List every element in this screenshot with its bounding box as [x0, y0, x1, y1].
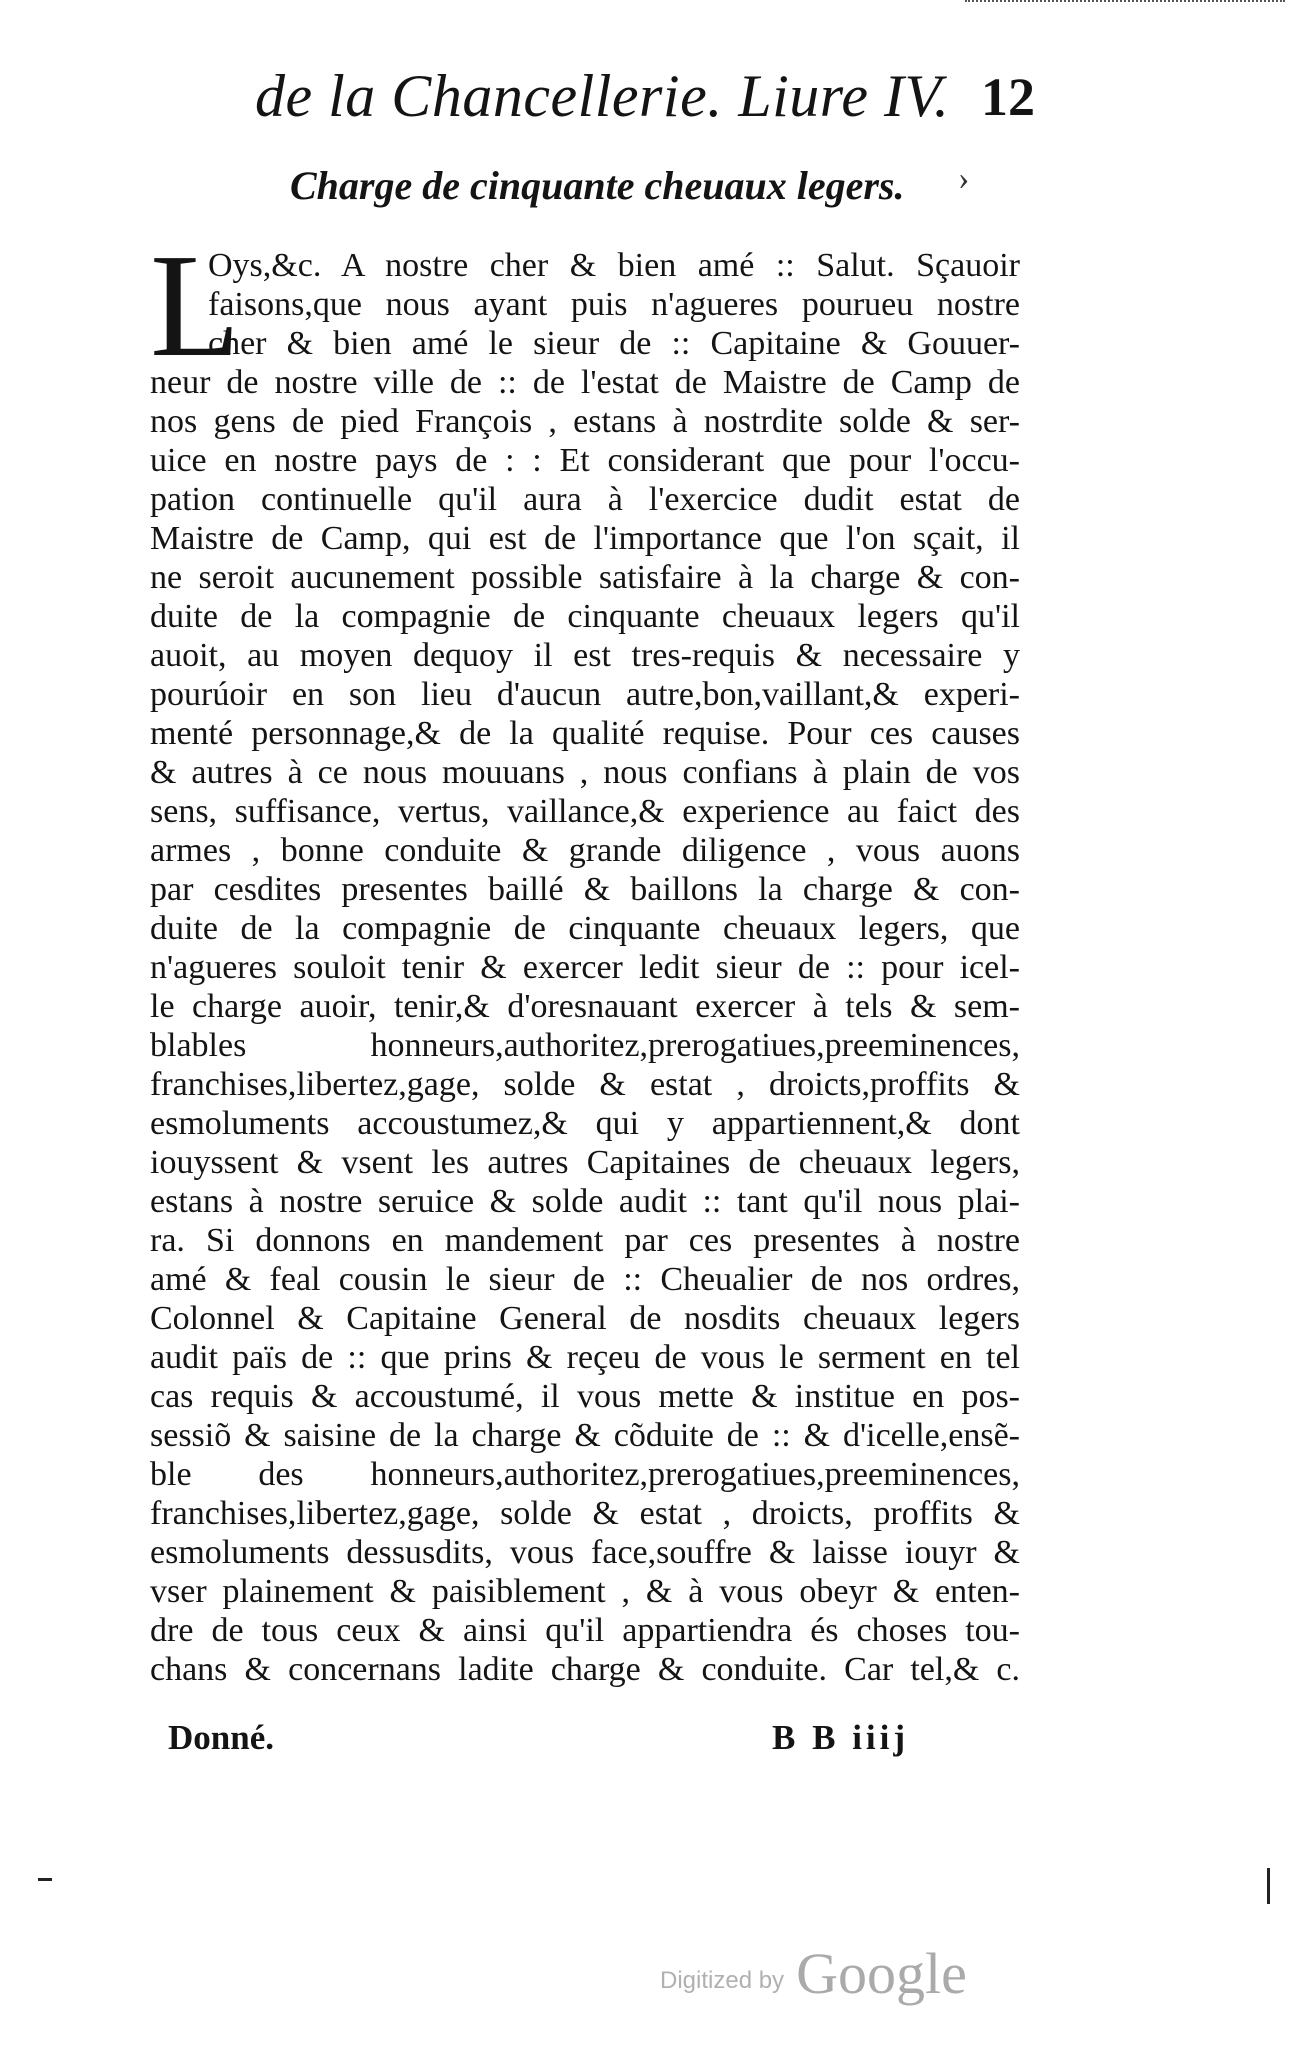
margin-mark: ›	[958, 160, 970, 197]
body-line: le charge auoir, tenir,& d'oresnauant exercer à tels & sem-	[150, 988, 1020, 1025]
margin-bar	[1267, 1868, 1270, 1904]
body-line: Oys,&c. A nostre cher & bien amé :: Salut. Sçauoir	[208, 247, 1020, 284]
body-line: esmoluments dessusdits, vous face,souffre & laisse iouyr &	[150, 1534, 1020, 1571]
signature-mark: B B iiij	[772, 1718, 910, 1757]
body-line: auoit, au moyen dequoy il est tres-requis & necessaire y	[150, 637, 1020, 674]
body-line: sens, suffisance, vertus, vaillance,& experience au faict des	[150, 793, 1020, 830]
watermark-brand: Google	[796, 1941, 967, 2006]
running-title: de la Chancellerie. Liure IV.	[255, 63, 950, 129]
body-line: Maistre de Camp, qui est de l'importance que l'on sçait, il	[150, 520, 1020, 557]
body-line: armes , bonne conduite & grande diligence , vous auons	[150, 832, 1020, 869]
body-line: pation continuelle qu'il aura à l'exercice dudit estat de	[150, 481, 1020, 518]
watermark-prefix: Digitized by	[660, 1967, 785, 1994]
drop-cap: L	[150, 224, 241, 388]
catchword: Donné.	[168, 1718, 274, 1757]
top-edge-mark	[965, 0, 1285, 8]
body-line: esmoluments accoustumez,& qui y appartiennent,& dont	[150, 1105, 1020, 1142]
body-line: Colonnel & Capitaine General de nosdits cheuaux legers	[150, 1300, 1020, 1337]
body-line: faisons,que nous ayant puis n'agueres pourueu nostre	[208, 286, 1020, 323]
body-line: neur de nostre ville de :: de l'estat de Maistre de Camp de	[150, 364, 1020, 401]
body-line: estans à nostre seruice & solde audit :: tant qu'il nous plai-	[150, 1183, 1020, 1220]
digitizer-watermark	[660, 1940, 967, 2010]
running-head	[255, 62, 1035, 142]
body-line: ne seroit aucunement possible satisfaire à la charge & con-	[150, 559, 1020, 596]
body-line: sessiõ & saisine de la charge & cõduite de :: & d'icelle,ensẽ-	[150, 1417, 1020, 1454]
body-line: uice en nostre pays de : : Et considerant que pour l'occu-	[150, 442, 1020, 479]
body-line: par cesdites presentes baillé & baillons la charge & con-	[150, 871, 1020, 908]
body-line: dre de tous ceux & ainsi qu'il appartiendra és choses tou-	[150, 1612, 1020, 1649]
body-text	[150, 224, 1020, 1721]
body-line: blables honneurs,authoritez,prerogatiues,preeminences,	[150, 1027, 1020, 1064]
body-line: audit païs de :: que prins & reçeu de vous le serment en tel	[150, 1339, 1020, 1376]
margin-dash	[38, 1878, 52, 1881]
body-line: nos gens de pied François , estans à nostrdite solde & ser-	[150, 403, 1020, 440]
body-line: menté personnage,& de la qualité requise. Pour ces causes	[150, 715, 1020, 752]
body-line: duite de la compagnie de cinquante cheuaux legers qu'il	[150, 598, 1020, 635]
body-line: amé & feal cousin le sieur de :: Cheualier de nos ordres,	[150, 1261, 1020, 1298]
body-line: iouyssent & vsent les autres Capitaines de cheuaux legers,	[150, 1144, 1020, 1181]
body-line: vser plainement & paisiblement , & à vous obeyr & enten-	[150, 1573, 1020, 1610]
body-line: chans & concernans ladite charge & conduite. Car tel,& c.	[150, 1651, 1020, 1688]
body-line: franchises,libertez,gage, solde & estat , droicts,proffits &	[150, 1066, 1020, 1103]
body-line: cher & bien amé le sieur de :: Capitaine & Gouuer-	[208, 325, 1020, 362]
body-line: pourúoir en son lieu d'aucun autre,bon,vaillant,& experi-	[150, 676, 1020, 713]
body-line: ble des honneurs,authoritez,prerogatiues,preeminences,	[150, 1456, 1020, 1493]
body-line: duite de la compagnie de cinquante cheuaux legers, que	[150, 910, 1020, 947]
body-line: franchises,libertez,gage, solde & estat , droicts, proffits &	[150, 1495, 1020, 1532]
folio-number: 12	[981, 67, 1035, 127]
body-line: n'agueres souloit tenir & exercer ledit sieur de :: pour icel-	[150, 949, 1020, 986]
body-line: ra. Si donnons en mandement par ces presentes à nostre	[150, 1222, 1020, 1259]
section-heading: Charge de cinquante cheuaux legers.	[290, 163, 905, 208]
body-line: & autres à ce nous mouuans , nous confians à plain de vos	[150, 754, 1020, 791]
body-line: cas requis & accoustumé, il vous mette & institue en pos-	[150, 1378, 1020, 1415]
